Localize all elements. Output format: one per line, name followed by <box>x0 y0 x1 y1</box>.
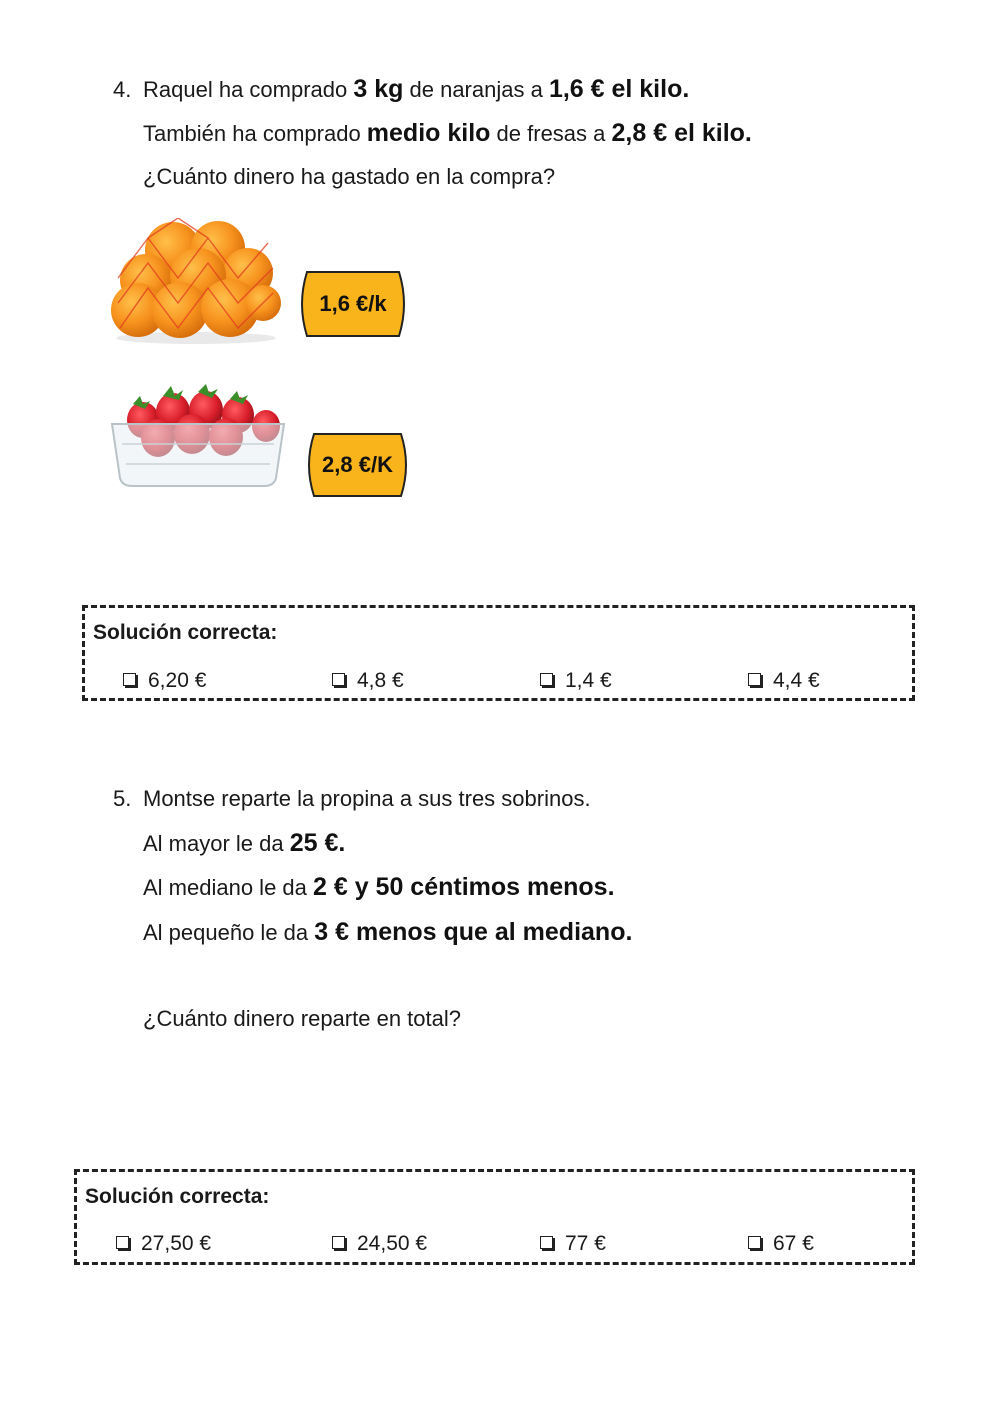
option-27-50[interactable]: 27,50 € <box>116 1233 211 1254</box>
option-4-8[interactable]: 4,8 € <box>332 670 404 691</box>
problem-5-number: 5. <box>113 786 132 811</box>
option-77[interactable]: 77 € <box>540 1233 606 1254</box>
option-4-4[interactable]: 4,4 € <box>748 670 820 691</box>
solution-title: Solución correcta: <box>93 621 278 644</box>
strawberries-image <box>108 382 288 490</box>
problem-5-line-4: Al pequeño le da 3 € menos que al mediano. <box>143 918 633 946</box>
problem-4-number: 4. <box>113 77 132 102</box>
checkbox-icon[interactable] <box>332 673 345 686</box>
option-24-50[interactable]: 24,50 € <box>332 1233 427 1254</box>
problem-4-line-1: Raquel ha comprado 3 kg de naranjas a 1,6 € el kilo. <box>143 75 690 103</box>
checkbox-icon[interactable] <box>748 1236 761 1249</box>
strawberry-price-tag <box>304 432 411 498</box>
checkbox-icon[interactable] <box>540 1236 553 1249</box>
problem-4-line-2: También ha comprado medio kilo de fresas a 2,8 € el kilo. <box>143 119 752 147</box>
solution-title: Solución correcta: <box>85 1185 270 1208</box>
oranges-image <box>108 218 283 346</box>
orange-price-tag <box>297 270 409 338</box>
checkbox-icon[interactable] <box>123 673 136 686</box>
checkbox-icon[interactable] <box>748 673 761 686</box>
orange-price-label: 1,6 €/k <box>319 291 387 316</box>
checkbox-icon[interactable] <box>332 1236 345 1249</box>
option-1-4[interactable]: 1,4 € <box>540 670 612 691</box>
option-67[interactable]: 67 € <box>748 1233 814 1254</box>
checkbox-icon[interactable] <box>540 673 553 686</box>
strawberry-price-label: 2,8 €/K <box>322 452 393 477</box>
problem-5-question: ¿Cuánto dinero reparte en total? <box>143 1006 461 1031</box>
option-6-20[interactable]: 6,20 € <box>123 670 206 691</box>
problem-4-solution-box <box>82 605 915 701</box>
problem-5-line-1: Montse reparte la propina a sus tres sobrinos. <box>143 786 591 811</box>
problem-5-line-2: Al mayor le da 25 €. <box>143 829 346 857</box>
checkbox-icon[interactable] <box>116 1236 129 1249</box>
problem-5-solution-box <box>74 1169 915 1265</box>
problem-5-line-3: Al mediano le da 2 € y 50 céntimos menos. <box>143 873 615 901</box>
problem-4-question: ¿Cuánto dinero ha gastado en la compra? <box>143 164 556 189</box>
